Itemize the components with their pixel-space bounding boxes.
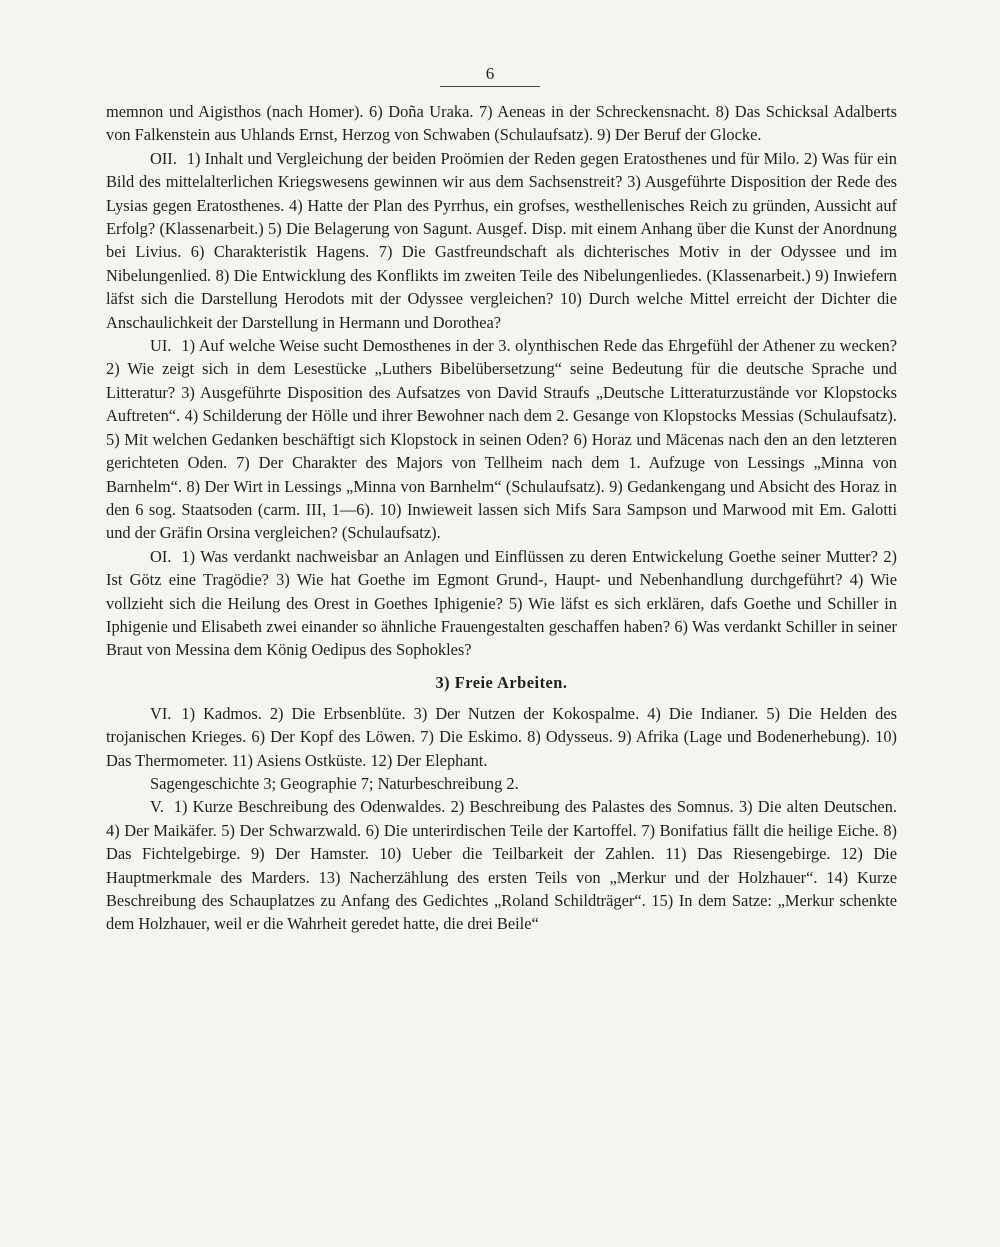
class-label: UI. bbox=[150, 336, 172, 356]
paragraph-ui bbox=[106, 334, 897, 545]
page-number: 6 bbox=[440, 64, 540, 87]
class-label: VI. bbox=[150, 703, 172, 723]
paragraph-text: 1) Kadmos. 2) Die Erbsenblüte. 3) Der Nutzen der Kokospalme. 4) Die Indianer. 5) Die Helden des trojanischen Krieges. 6) Der Kopf des Löwen. 7) Die Eskimo. 8) Odysseus. 9) Afrika (Lage und Bodenerhebung). 10) Das Thermometer. 11) Asiens Ostküste. 12) Der Elephant. bbox=[106, 703, 897, 770]
class-label: OII. bbox=[150, 148, 177, 168]
paragraph-text: 1) Kurze Beschreibung des Odenwaldes. 2) Beschreibung des Palastes des Somnus. 3) Die alten Deutschen. 4) Der Maikäfer. 5) Der Schwarzwald. 6) Die unterirdischen Teile der Kartoffel. 7) Bonifatius fällt die heilige Eiche. 8) Das Fichtelgebirge. 9) Der Hamster. 10) Ueber die Teilbarkeit der Zahlen. 11) Das Riesengebirge. 12) Die Hauptmerkmale des Marders. 13) Nacherzählung des ersten Teils von „Merkur und der Holzhauer“. 14) Kurze Beschreibung des Schauplatzes zu Anfang des Gedichtes „Roland Schildträger“. 15) In dem Satze: „Merkur schenkte dem Holzhauer, weil er die Wahrheit geredet hatte, die drei Beile“ bbox=[106, 797, 897, 934]
paragraph-v bbox=[106, 795, 897, 935]
paragraph-text: 1) Inhalt und Vergleichung der beiden Proömien der Reden gegen Eratosthenes und für Milo. 2) Was für ein Bild des mittelalterlichen Kriegswesens gewinnen wir aus dem Sachsenstreit? 3) Ausgeführte Disposition der Rede des Lysias gegen Eratosthenes. 4) Hatte der Plan des Pyrrhus, ein grofses, westhellenisches Reich zu gründen, Aussicht auf Erfolg? (Klassenarbeit.) 5) Die Belagerung von Sagunt. Ausgef. Disp. mit einem Anhang über die Kunst der Anordnung bei Livius. 6) Charakteristik Hagens. 7) Die Gastfreundschaft als dichterisches Motiv in der Odyssee und im Nibelungenlied. 8) Die Entwicklung des Konflikts im zweiten Teile des Nibelungenliedes. (Klassenarbeit.) 9) Inwiefern läfst sich die Darstellung Herodots mit der Odyssee vergleichen? 10) Durch welche Mittel erreicht der Dichter die Anschaulichkeit der Darstellung in Hermann und Dorothea? bbox=[106, 148, 897, 332]
body-text bbox=[106, 100, 897, 936]
paragraph-vi bbox=[106, 702, 897, 772]
paragraph-summary bbox=[106, 772, 897, 795]
section-heading: 3) Freie Arbeiten. bbox=[435, 672, 568, 692]
paragraph-text: 1) Was verdankt nachweisbar an Anlagen und Einflüssen zu deren Entwickelung Goethe seiner Mutter? 2) Ist Götz eine Tragödie? 3) Wie hat Goethe im Egmont Grund-, Haupt- und Nebenhandlung durchgeführt? 4) Wie vollzieht sich die Heilung des Orest in Goethes Iphigenie? 5) Wie läfst es sich erklären, dafs Goethe und Schiller in Iphigenie und Elisabeth zwei einander so ähnliche Frauengestalten geschaffen haben? 6) Was verdankt Schiller in seiner Braut von Messina dem König Oedipus des Sophokles? bbox=[106, 546, 897, 660]
class-label: OI. bbox=[150, 546, 172, 566]
paragraph-oii bbox=[106, 147, 897, 334]
paragraph-text: 1) Auf welche Weise sucht Demosthenes in der 3. olynthischen Rede das Ehrgefühl der Athener zu wecken? 2) Wie zeigt sich in dem Lesestücke „Luthers Bibelübersetzung“ seine Bedeutung für die deutsche Sprache und Litteratur? 3) Ausgeführte Disposition des Aufsatzes von David Straufs „Deutsche Litteraturzustände vor Klopstocks Auftreten“. 4) Schilderung der Hölle und ihrer Bewohner nach dem 2. Gesange von Klopstocks Messias (Schulaufsatz). 5) Mit welchen Gedanken beschäftigt sich Klopstock in seinen Oden? 6) Horaz und Mäcenas nach den an den letzteren gerichteten Oden. 7) Der Charakter des Majors von Tellheim nach dem 1. Aufzuge von Lessings „Minna von Barnhelm“. 8) Der Wirt in Lessings „Minna von Barnhelm“ (Schulaufsatz). 9) Gedankengang und Absicht des Horaz in den 6 sog. Staatsoden (carm. III, 1—6). 10) Inwieweit lassen sich Mifs Sara Sampson und Marwood mit Em. Galotti und der Gräfin Orsina vergleichen? (Schulaufsatz). bbox=[106, 336, 897, 543]
paragraph-text: memnon und Aigisthos (nach Homer). 6) Doña Uraka. 7) Aeneas in der Schreckensnacht. 8) Das Schicksal Adalberts von Falkenstein aus Uhlands Ernst, Herzog von Schwaben (Schulaufsatz). 9) Der Beruf der Glocke. bbox=[106, 102, 897, 145]
paragraph-text: Sagengeschichte 3; Geographie 7; Naturbeschreibung 2. bbox=[150, 773, 519, 793]
class-label: V. bbox=[150, 797, 164, 817]
paragraph-oi bbox=[106, 545, 897, 662]
paragraph-continuation bbox=[106, 100, 897, 147]
